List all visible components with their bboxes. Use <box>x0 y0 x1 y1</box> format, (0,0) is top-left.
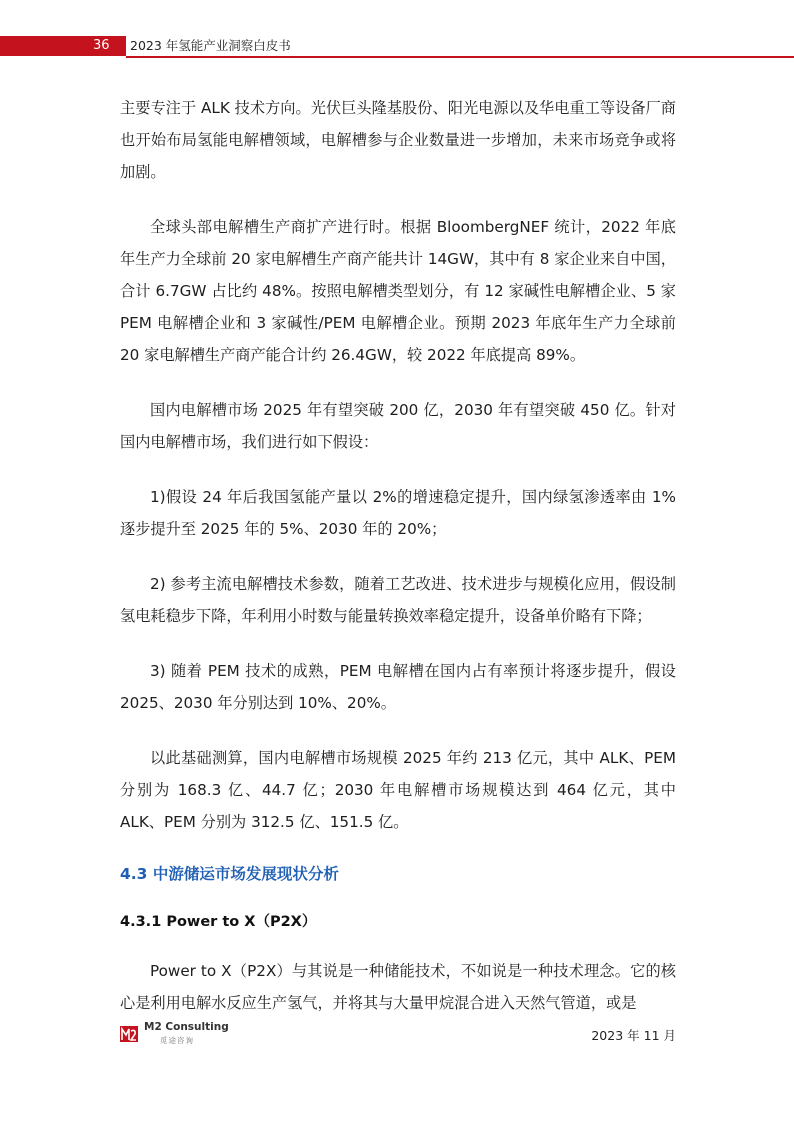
page-number-box <box>0 36 126 56</box>
page-number: 36 <box>93 38 110 53</box>
company-name-cn: 觅途咨询 <box>160 1036 194 1045</box>
subsection-heading: 4.3.1 Power to X（P2X） <box>120 914 317 930</box>
paragraph-4: 1)假设 24 年后我国氢能产量以 2%的增速稳定提升，国内绿氢渗透率由 1%逐步提升至 2025 年的 5%、2030 年的 20%； <box>120 488 676 538</box>
paragraph-6: 3) 随着 PEM 技术的成熟，PEM 电解槽在国内占有率预计将逐步提升，假设 2025、2030 年分别达到 10%、20%。 <box>120 662 676 712</box>
page-footer <box>120 1018 676 1052</box>
header-divider <box>126 56 794 58</box>
paragraph-2: 全球头部电解槽生产商扩产进行时。根据 BloombergNEF 统计，2022 年底年生产力全球前 20 家电解槽生产商产能共计 14GW，其中有 8 家企业来自中国，合计 6.7GW 占比约 48%。按照电解槽类型划分，有 12 家碱性电解槽企业、5 家 PEM 电解槽企业和 3 家碱性/PEM 电解槽企业。预期 2023 年底年生产力全球前 20 家电解槽生产商产能合计约 26.4GW，较 2022 年底提高 89%。 <box>120 218 676 364</box>
company-name: M2 Consulting <box>144 1021 229 1033</box>
paragraph-3: 国内电解槽市场 2025 年有望突破 200 亿，2030 年有望突破 450 亿。针对国内电解槽市场，我们进行如下假设： <box>120 401 676 451</box>
paragraph-7: 以此基础测算，国内电解槽市场规模 2025 年约 213 亿元，其中 ALK、PEM 分别为 168.3 亿、44.7 亿；2030 年电解槽市场规模达到 464 亿元，其中 ALK、PEM 分别为 312.5 亿、151.5 亿。 <box>120 749 676 831</box>
section-heading: 4.3 中游储运市场发展现状分析 <box>120 865 339 883</box>
paragraph-5: 2) 参考主流电解槽技术参数，随着工艺改进、技术进步与规模化应用，假设制氢电耗稳步下降，年利用小时数与能量转换效率稳定提升，设备单价略有下降； <box>120 575 676 625</box>
m2-logo-icon <box>120 1024 140 1044</box>
paragraph-8: Power to X（P2X）与其说是一种储能技术，不如说是一种技术理念。它的核心是利用电解水反应生产氢气，并将其与大量甲烷混合进入天然气管道，或是 <box>120 962 676 1012</box>
page-body <box>120 92 676 1042</box>
document-title: 2023 年氢能产业洞察白皮书 <box>130 38 291 53</box>
page-header <box>0 36 794 56</box>
publication-date: 2023 年 11 月 <box>591 1028 676 1043</box>
paragraph-1: 主要专注于 ALK 技术方向。光伏巨头隆基股份、阳光电源以及华电重工等设备厂商也开始布局氢能电解槽领域，电解槽参与企业数量进一步增加，未来市场竞争或将加剧。 <box>120 99 676 181</box>
